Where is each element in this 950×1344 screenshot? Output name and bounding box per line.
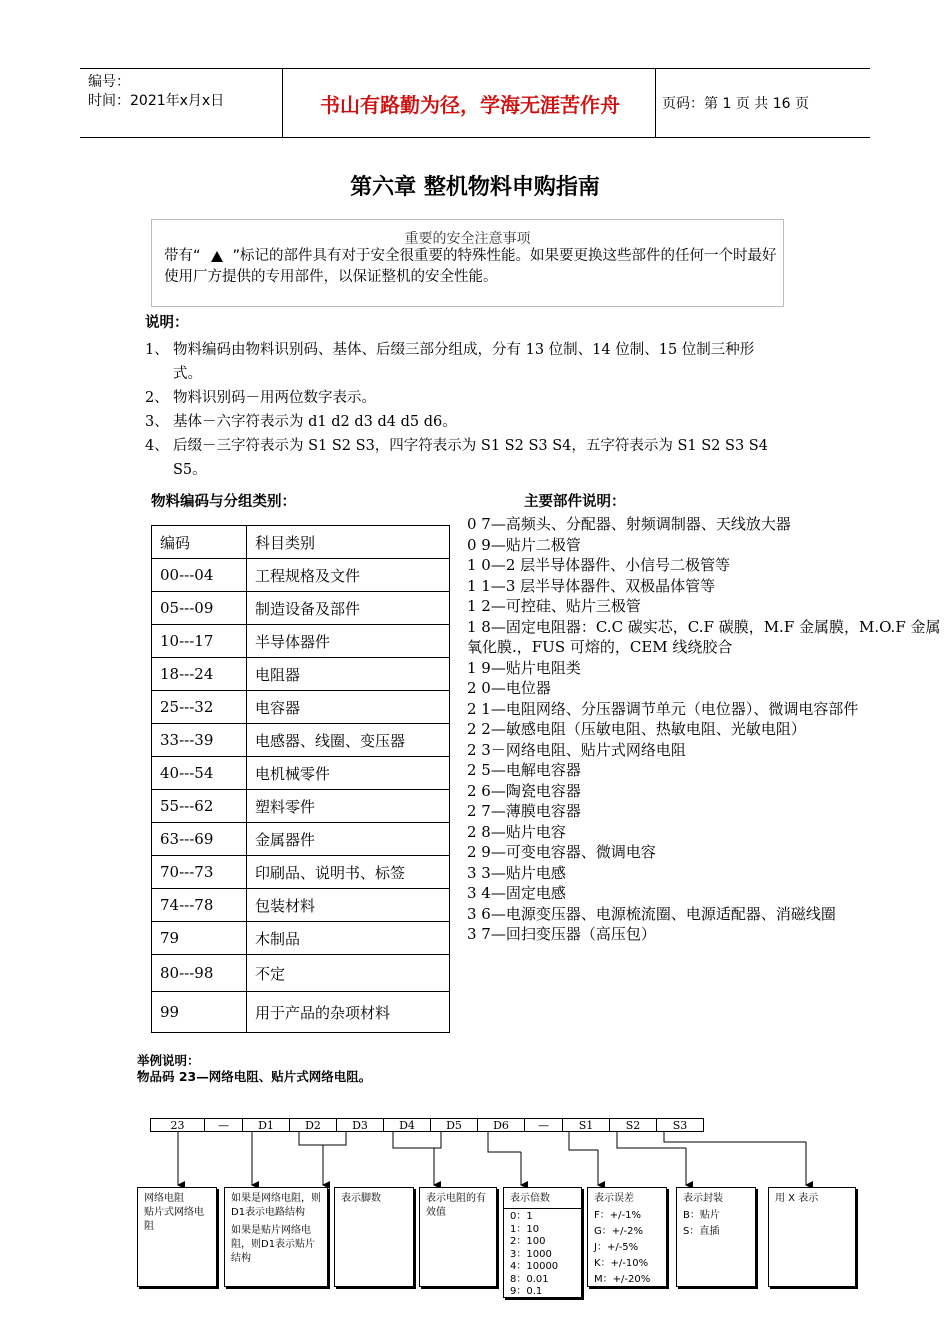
list-item: 1、 物料编码由物料识别码、基体、后缀三部分组成，分有 13 位制、14 位制、15 位制三种形式。 xyxy=(145,342,755,382)
list-item: 0 9—贴片二极管 xyxy=(467,535,581,554)
code-cell: D1 xyxy=(242,1118,290,1132)
list-item: 2 1—电阻网络、分压器调节单元（电位器）、微调电容部件 xyxy=(467,699,859,718)
code-cell: S1 xyxy=(562,1118,610,1132)
notes-label: 说明： xyxy=(145,315,189,331)
connector-bracket xyxy=(299,1132,346,1145)
code-cell: 23 xyxy=(150,1118,205,1132)
list-item: 2、 物料识别码－用两位数字表示。 xyxy=(145,390,376,406)
code-cell: D5 xyxy=(430,1118,478,1132)
list-item: 2 2—敏感电阻（压敏电阻、热敏电阻、光敏电阻） xyxy=(467,720,806,738)
list-item: 1 8—固定电阻器：C.C 碳实芯，C.F 碳膜，M.F 金属膜，M.O.F 金属氧化膜.，FUS 可熔的，CEM 线绕胶合 xyxy=(467,617,941,656)
table-row: 55---62 塑料零件 xyxy=(152,790,450,823)
safety-heading: 重要的安全注意事项 xyxy=(404,231,531,247)
connector-elbow xyxy=(664,1132,806,1142)
table-row: 79 木制品 xyxy=(152,922,450,955)
list-item: 1 9—贴片电阻类 xyxy=(467,658,581,677)
connector-elbow xyxy=(617,1132,686,1148)
parts-section-label: 主要部件说明： xyxy=(524,494,626,510)
table-row: 00---04 工程规格及文件 xyxy=(152,559,450,592)
list-item: 2 5—电解电容器 xyxy=(467,761,581,779)
diagram-box: 网络电阻 贴片式网络电阻 xyxy=(137,1187,217,1287)
list-item: 2 0—电位器 xyxy=(467,679,551,697)
code-cell: S3 xyxy=(656,1118,704,1132)
list-item: 3 3—贴片电感 xyxy=(467,863,566,882)
date-label: 时间：2021年x月x日 xyxy=(88,93,225,109)
list-item: 1 0—2 层半导体器件、小信号二极管等 xyxy=(467,556,731,574)
code-label: 编号： xyxy=(88,74,130,90)
table-row: 25---32 电容器 xyxy=(152,691,450,724)
example-subtitle: 物品码 23—网络电阻、贴片式网络电阻。 xyxy=(137,1069,372,1084)
table-row: 70---73 印刷品、说明书、标签 xyxy=(152,856,450,889)
category-section-label: 物料编码与分组类别： xyxy=(151,494,296,510)
table-row: 80---98 不定 xyxy=(152,955,450,992)
diagram-box: 表示误差 F：+/-1% G：+/-2% J：+/-5% K：+/-10% M：+/-20% xyxy=(587,1187,667,1287)
code-cell: — xyxy=(524,1118,563,1132)
table-row: 18---24 电阻器 xyxy=(152,658,450,691)
connector-elbow xyxy=(569,1132,598,1150)
code-cell: D4 xyxy=(383,1118,431,1132)
diagram-box: 表示电阻的有效值 xyxy=(419,1187,497,1287)
list-item: 3、 基体－六字符表示为 d1 d2 d3 d4 d5 d6。 xyxy=(145,414,457,430)
table-row: 40---54 电机械零件 xyxy=(152,757,450,790)
diagram-box: 如果是网络电阻，则D1表示电路结构 如果是贴片网络电阻，则D1表示贴片结构 xyxy=(224,1187,328,1287)
list-item: 4、 后缀－三字符表示为 S1 S2 S3，四字符表示为 S1 S2 S3 S4，五字符表示为 S1 S2 S3 S4 S5。 xyxy=(145,438,768,478)
table-row: 63---69 金属器件 xyxy=(152,823,450,856)
list-item: 2 7—薄膜电容器 xyxy=(467,802,581,820)
list-item: 1 2—可控硅、贴片三极管 xyxy=(467,597,641,615)
list-item: 3 7—回扫变压器（高压包） xyxy=(467,925,656,943)
list-item: 3 4—固定电感 xyxy=(467,884,566,902)
diagram-box: 表示脚数 xyxy=(334,1187,414,1287)
connector-bracket xyxy=(393,1132,441,1148)
list-item: 0 7—高频头、分配器、射频调制器、天线放大器 xyxy=(467,515,791,533)
list-item: 2 9—可变电容器、微调电容 xyxy=(467,843,656,861)
list-item: 2 6—陶瓷电容器 xyxy=(467,781,581,800)
diagram-box: 表示倍数 0：1 1：10 2：100 3：1000 4：10000 8：0.01 9：0.1 xyxy=(503,1187,582,1298)
list-item: 3 6—电源变压器、电源梳流圈、电源适配器、消磁线圈 xyxy=(467,904,836,923)
table-header: 编码 xyxy=(152,526,247,559)
page-number: 页码：第 1 页 共 16 页 xyxy=(662,96,809,112)
table-row: 74---78 包装材料 xyxy=(152,889,450,922)
diagram-box: 用 X 表示 xyxy=(768,1187,856,1287)
connector-elbow xyxy=(488,1132,521,1152)
page-title: 第六章 整机物料申购指南 xyxy=(350,175,600,200)
code-cell: — xyxy=(204,1118,243,1132)
motto: 书山有路勤为径，学海无涯苦作舟 xyxy=(320,92,620,117)
code-cell: D2 xyxy=(289,1118,337,1132)
table-row: 05---09 制造设备及部件 xyxy=(152,592,450,625)
code-cell: D6 xyxy=(477,1118,525,1132)
code-cell: D3 xyxy=(336,1118,384,1132)
table-row: 99 用于产品的杂项材料 xyxy=(152,992,450,1033)
list-item: 1 1—3 层半导体器件、双极晶体管等 xyxy=(467,576,716,595)
table-row: 10---17 半导体器件 xyxy=(152,625,450,658)
example-label: 举例说明： xyxy=(137,1053,200,1068)
safety-text-after: ”标记的部件具有对于安全很重要的特殊性能。如果要更换这些部件的任何一个时最好使用厂方提供的专用部件，以保证整机的安全性能。 xyxy=(164,248,777,285)
list-item: 2 3－网络电阻、贴片式网络电阻 xyxy=(467,740,686,759)
diagram-box: 表示封装 B：贴片 S：直插 xyxy=(676,1187,756,1287)
code-cell: S2 xyxy=(609,1118,657,1132)
safety-text-before: 带有“ xyxy=(164,248,201,264)
list-item: 2 8—贴片电容 xyxy=(467,822,566,841)
table-header: 科目类别 xyxy=(247,526,450,559)
table-row: 33---39 电感器、线圈、变压器 xyxy=(152,724,450,757)
